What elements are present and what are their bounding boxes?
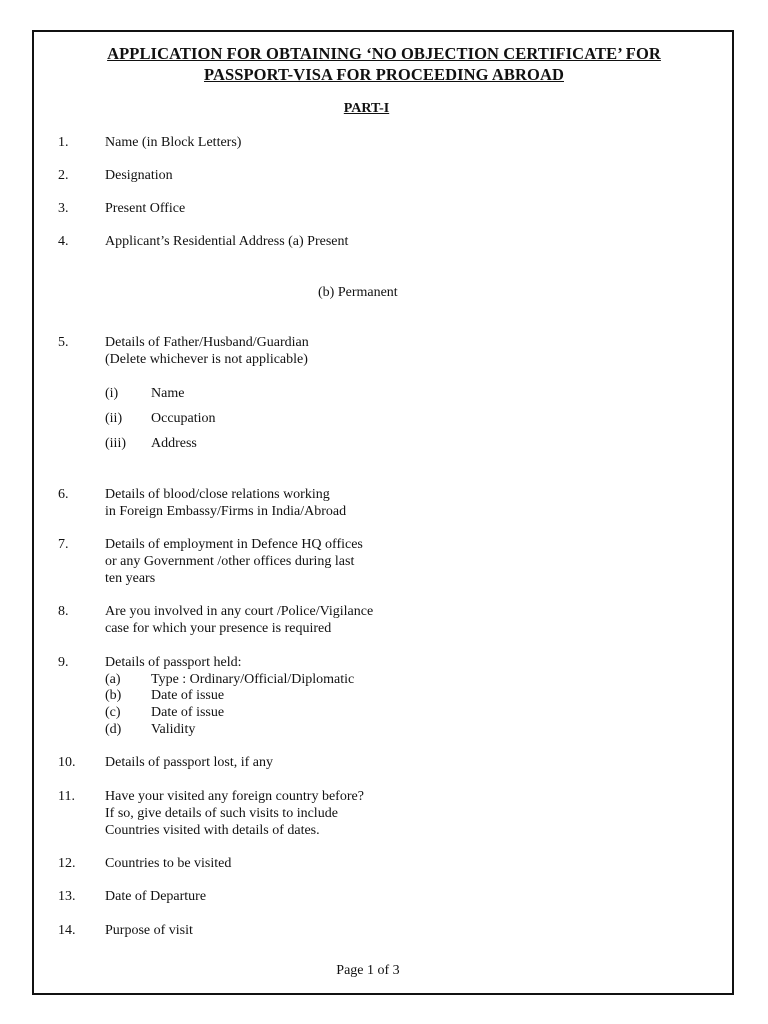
item-5-number: 5. xyxy=(58,335,69,350)
item-7-line2: or any Government /other offices during last xyxy=(105,554,355,569)
item-1-number: 1. xyxy=(58,135,69,150)
item-6-line1: Details of blood/close relations working xyxy=(105,487,330,502)
item-9-sub-label: (a) xyxy=(105,672,121,687)
item-5-sub-label: (iii) xyxy=(105,436,126,451)
item-5-sub-text: Occupation xyxy=(151,411,216,426)
item-7-line1: Details of employment in Defence HQ offices xyxy=(105,537,363,552)
item-5-line1: Details of Father/Husband/Guardian xyxy=(105,335,309,350)
item-10-number: 10. xyxy=(58,755,76,770)
item-8-line2: case for which your presence is required xyxy=(105,621,332,636)
item-9-number: 9. xyxy=(58,655,69,670)
item-6-number: 6. xyxy=(58,487,69,502)
item-9-line1: Details of passport held: xyxy=(105,655,242,670)
item-12-number: 12. xyxy=(58,856,76,871)
form-title-line2: PASSPORT-VISA FOR PROCEEDING ABROAD xyxy=(203,65,564,84)
item-1-label: Name (in Block Letters) xyxy=(105,135,242,150)
item-9-sub-label: (c) xyxy=(105,705,121,720)
item-7-line3: ten years xyxy=(105,571,156,586)
item-5-line2: (Delete whichever is not applicable) xyxy=(105,352,308,367)
item-5-sub-text: Name xyxy=(151,386,185,401)
item-7-number: 7. xyxy=(58,537,69,552)
item-4-sub-b: (b) Permanent xyxy=(318,285,398,300)
item-8-line1: Are you involved in any court /Police/Vigilance xyxy=(105,604,374,619)
item-11-number: 11. xyxy=(58,789,75,804)
item-9-sub-text: Date of issue xyxy=(151,688,225,703)
item-11-line2: If so, give details of such visits to include xyxy=(105,806,338,821)
item-6-line2: in Foreign Embassy/Firms in India/Abroad xyxy=(105,504,347,519)
item-9-sub-text: Type : Ordinary/Official/Diplomatic xyxy=(151,672,355,687)
item-9-sub-label: (d) xyxy=(105,722,122,737)
item-11-line3: Countries visited with details of dates. xyxy=(105,823,320,838)
item-5-sub-label: (ii) xyxy=(105,411,123,426)
item-2-label: Designation xyxy=(105,168,173,183)
item-13-label: Date of Departure xyxy=(105,889,207,904)
item-5-sub-label: (i) xyxy=(105,386,119,401)
part-heading: PART-I xyxy=(343,101,390,116)
item-13-number: 13. xyxy=(58,889,76,904)
item-4-label: Applicant’s Residential Address (a) Present xyxy=(105,234,349,249)
item-3-number: 3. xyxy=(58,201,69,216)
item-14-label: Purpose of visit xyxy=(105,923,193,938)
item-5-sub-text: Address xyxy=(151,436,197,451)
item-8-number: 8. xyxy=(58,604,69,619)
item-3-label: Present Office xyxy=(105,201,186,216)
item-11-line1: Have your visited any foreign country before? xyxy=(105,789,364,804)
item-9-sub-label: (b) xyxy=(105,688,122,703)
item-10-label: Details of passport lost, if any xyxy=(105,755,273,770)
page-number-footer: Page 1 of 3 xyxy=(336,963,400,978)
item-12-label: Countries to be visited xyxy=(105,856,232,871)
item-4-number: 4. xyxy=(58,234,69,249)
form-title-line1: APPLICATION FOR OBTAINING ‘NO OBJECTION CERTIFICATE’ FOR xyxy=(107,44,661,63)
item-14-number: 14. xyxy=(58,923,76,938)
item-2-number: 2. xyxy=(58,168,69,183)
item-9-sub-text: Validity xyxy=(151,722,196,737)
item-9-sub-text: Date of issue xyxy=(151,705,225,720)
